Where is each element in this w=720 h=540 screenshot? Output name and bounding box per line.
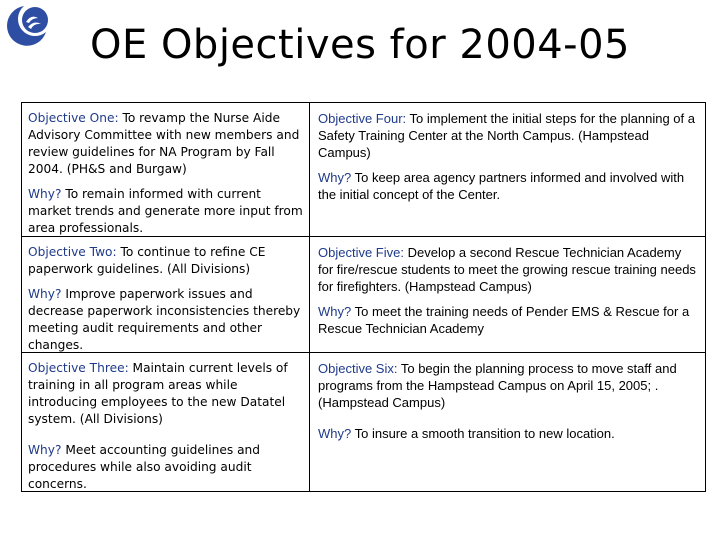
objective-text: Develop a second Rescue Technician Academy for fire/rescue students to meet the growing rescue training needs for firefighters. (Hampstead Campus) [318, 245, 696, 294]
why-text: To insure a smooth transition to new location. [351, 426, 615, 441]
objective-two-cell [22, 237, 310, 353]
objective-label: Objective One: [28, 111, 119, 125]
why-label: Why? [28, 443, 62, 457]
objective-four-cell [310, 103, 705, 237]
objective-text: Maintain current levels of training in all program areas while introducing employees to the new Datatel system. (All Divisions) [28, 361, 288, 426]
objective-text: To continue to refine CE paperwork guidelines. (All Divisions) [28, 245, 266, 276]
why-label: Why? [28, 287, 62, 301]
objective-text: To revamp the Nurse Aide Advisory Committee with new members and review guidelines for NA Program by Fall 2004. (PH&S and Burgaw) [28, 111, 300, 176]
why-label: Why? [318, 304, 352, 319]
why-text: Improve paperwork issues and decrease paperwork inconsistencies thereby meeting audit requirements and other changes. [28, 287, 301, 352]
why-text: To keep area agency partners informed and involved with the initial concept of the Center. [318, 170, 685, 202]
why-label: Why? [318, 170, 352, 185]
why-label: Why? [318, 426, 352, 441]
objective-label: Objective Two: [28, 245, 117, 259]
objective-label: Objective Three: [28, 361, 129, 375]
why-label: Why? [28, 187, 62, 201]
objective-label: Objective Four: [318, 111, 407, 126]
objective-five-cell [310, 237, 705, 353]
objective-six-cell [310, 353, 705, 491]
objective-three-cell [22, 353, 310, 491]
why-text: To meet the training needs of Pender EMS & Rescue for a Rescue Technician Academy [318, 304, 690, 336]
objective-label: Objective Five: [318, 245, 404, 260]
why-text: To remain informed with current market trends and generate more input from area professionals. [28, 187, 303, 235]
page-title: OE Objectives for 2004-05 [89, 22, 631, 68]
objective-text: To begin the planning process to move staff and programs from the Hampstead Campus on April 15, 2005; . (Hampstead Campus) [318, 361, 677, 410]
why-text: Meet accounting guidelines and procedures while also avoiding audit concerns. [28, 443, 261, 491]
objectives-table [21, 102, 706, 492]
objective-one-cell [22, 103, 310, 237]
objective-label: Objective Six: [318, 361, 398, 376]
objective-text: To implement the initial steps for the planning of a Safety Training Center at the North Campus. (Hampstead Campus) [318, 111, 695, 160]
